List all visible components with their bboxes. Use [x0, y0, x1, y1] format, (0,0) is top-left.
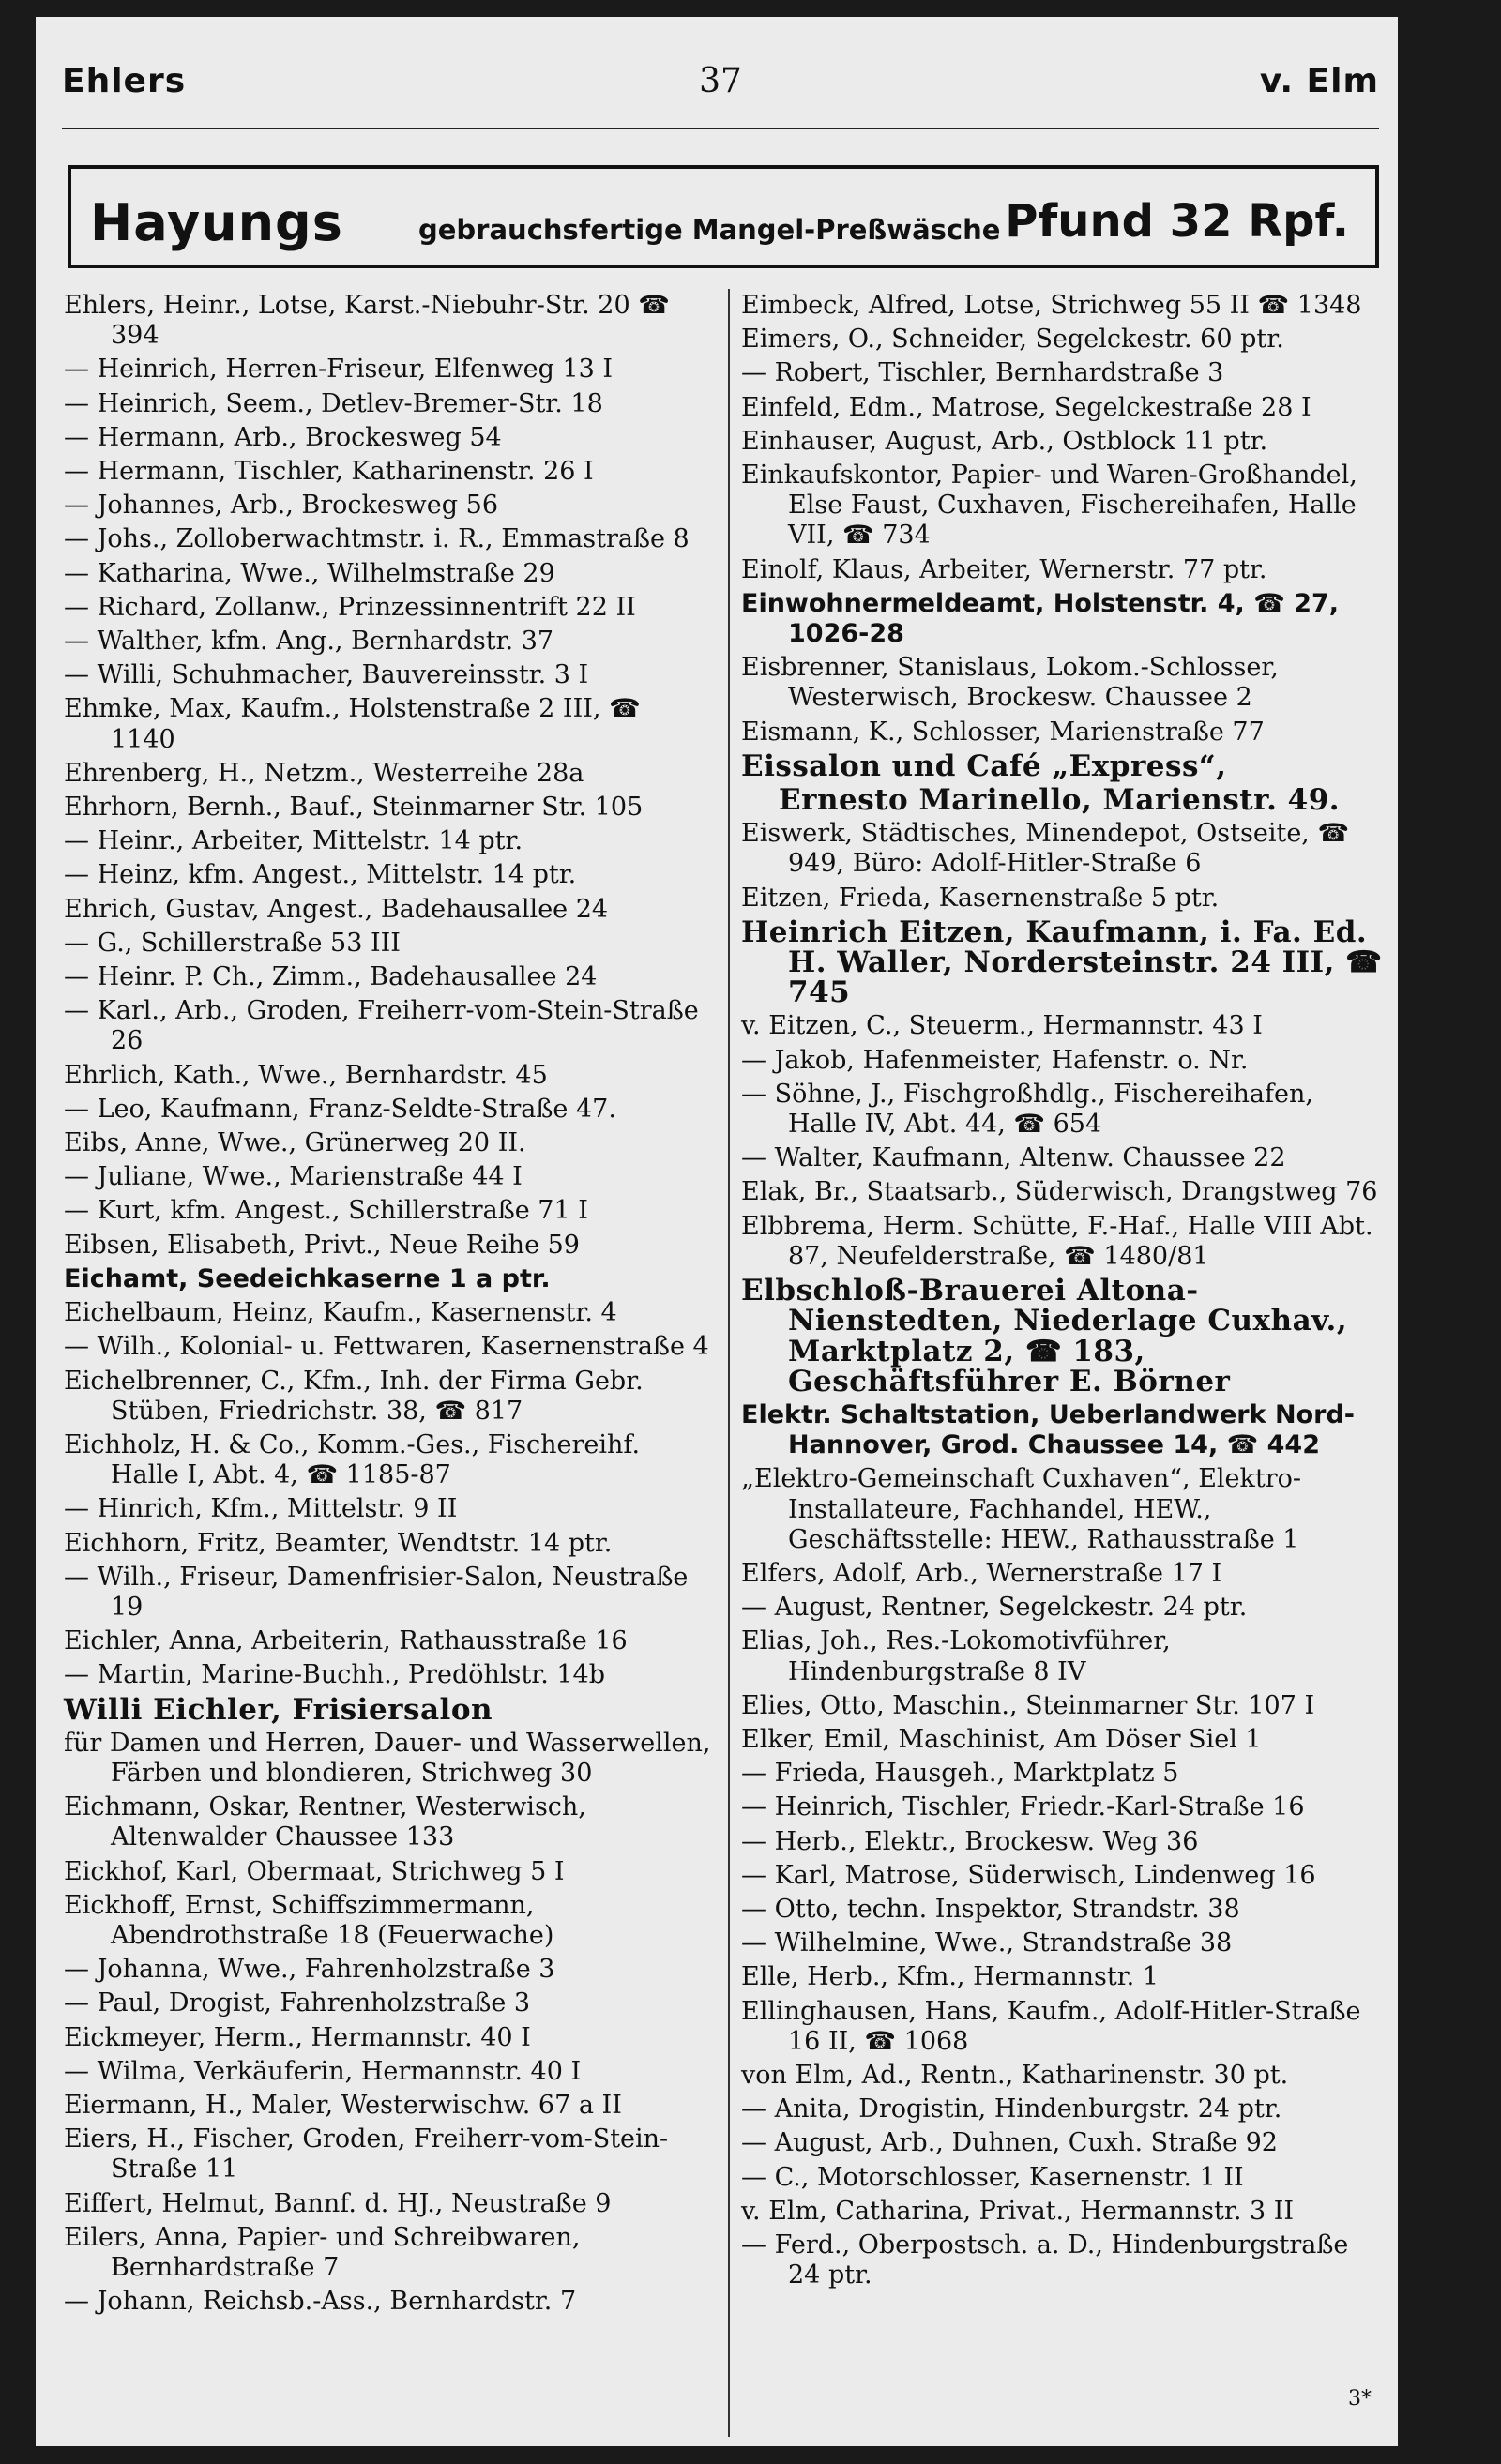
directory-entry: Eibsen, Elisabeth, Privt., Neue Reihe 59 [64, 1230, 580, 1260]
left-column [64, 291, 711, 2320]
directory-entry: Eichler, Anna, Arbeiterin, Rathausstraße 16 [64, 1626, 628, 1656]
directory-entry: — Willi, Schuhmacher, Bauvereinsstr. 3 I [64, 660, 589, 690]
directory-entry: — August, Rentner, Segelckestr. 24 ptr. [741, 1593, 1248, 1623]
directory-entry: — Johann, Reichsb.-Ass., Bernhardstr. 7 [64, 2287, 577, 2317]
directory-entry: Einhauser, August, Arb., Ostblock 11 ptr. [741, 426, 1268, 456]
directory-page [36, 17, 1398, 2446]
directory-entry: — Anita, Drogistin, Hindenburgstr. 24 ptr. [741, 2094, 1282, 2124]
directory-entry: — Hermann, Tischler, Katharinenstr. 26 I [64, 457, 594, 487]
directory-entry: Eiermann, H., Maler, Westerwischw. 67 a II [64, 2090, 622, 2120]
directory-entry: — C., Motorschlosser, Kasernenstr. 1 II [741, 2162, 1244, 2192]
directory-entry: Eisbrenner, Stanislaus, Lokom.-Schlosser, Westerwisch, Brockesw. Chaussee 2 [741, 653, 1279, 713]
directory-entry: — Heinrich, Tischler, Friedr.-Karl-Straße 16 [741, 1792, 1305, 1822]
directory-entry: — Katharina, Wwe., Wilhelmstraße 29 [64, 558, 555, 588]
directory-entry: — Frieda, Hausgeh., Marktplatz 5 [741, 1759, 1179, 1789]
directory-entry: Eichelbrenner, C., Kfm., Inh. der Firma Gebr. Stüben, Friedrichstr. 38, ☎ 817 [64, 1366, 644, 1426]
directory-entry: Ellinghausen, Hans, Kaufm., Adolf-Hitler-Straße 16 II, ☎ 1068 [741, 1996, 1361, 2056]
header-first-name: Ehlers [62, 62, 187, 100]
directory-entry: — Karl, Matrose, Süderwisch, Lindenweg 16 [741, 1860, 1316, 1890]
directory-entry: Elbbrema, Herm. Schütte, F.-Haf., Halle VIII Abt. 87, Neufelderstraße, ☎ 1480/81 [741, 1211, 1373, 1271]
directory-entry: von Elm, Ad., Rentn., Katharinenstr. 30 pt. [741, 2060, 1289, 2090]
directory-entry: für Damen und Herren, Dauer- und Wasserwellen, Färben und blondieren, Strichweg 30 [64, 1728, 711, 1788]
ad-text: gebrauchsfertige Mangel-Preßwäsche [418, 214, 1001, 246]
directory-entry: — Juliane, Wwe., Marienstraße 44 I [64, 1162, 523, 1192]
directory-entry: Eitzen, Frieda, Kasernenstraße 5 ptr. [741, 883, 1220, 913]
directory-entry: — Jakob, Hafenmeister, Hafenstr. o. Nr. [741, 1045, 1249, 1075]
directory-entry: — Paul, Drogist, Fahrenholzstraße 3 [64, 1988, 531, 2018]
directory-entry: Elak, Br., Staatsarb., Süderwisch, Drangstweg 76 [741, 1177, 1378, 1207]
directory-entry: — Söhne, J., Fischgroßhdlg., Fischereihafen, Halle IV, Abt. 44, ☎ 654 [741, 1079, 1313, 1140]
directory-entry: Eichelbaum, Heinz, Kaufm., Kasernenstr. 4 [64, 1298, 617, 1328]
directory-entry: Eimbeck, Alfred, Lotse, Strichweg 55 II ☎ 1348 [741, 291, 1362, 320]
directory-entry: — Wilhelmine, Wwe., Strandstraße 38 [741, 1928, 1233, 1958]
page-number: 37 [699, 62, 742, 100]
directory-entry: Eismann, K., Schlosser, Marienstraße 77 [741, 717, 1265, 747]
directory-entry: Ehrlich, Kath., Wwe., Bernhardstr. 45 [64, 1060, 548, 1090]
header-rule [62, 128, 1379, 129]
directory-entry: — Richard, Zollanw., Prinzessinnentrift 22 II [64, 592, 636, 622]
directory-entry: Elle, Herb., Kfm., Hermannstr. 1 [741, 1962, 1159, 1992]
column-divider [728, 289, 730, 2437]
ad-brand: Hayungs [90, 193, 343, 252]
directory-entry: Ehlers, Heinr., Lotse, Karst.-Niebuhr-Str. 20 ☎ 394 [64, 291, 670, 351]
directory-entry: — Karl., Arb., Groden, Freiherr-vom-Stein-Straße 26 [64, 996, 699, 1056]
directory-entry: v. Elm, Catharina, Privat., Hermannstr. 3 II [741, 2196, 1295, 2226]
directory-entry: Einfeld, Edm., Matrose, Segelckestraße 28 I [741, 392, 1311, 422]
page-header [62, 62, 1379, 118]
directory-entry: — Wilh., Friseur, Damenfrisier-Salon, Neustraße 19 [64, 1562, 689, 1622]
directory-entry: Willi Eichler, Frisiersalon [64, 1692, 493, 1727]
directory-entry: — Robert, Tischler, Bernhardstraße 3 [741, 358, 1224, 388]
directory-entry: — Wilma, Verkäuferin, Hermannstr. 40 I [64, 2056, 582, 2086]
directory-entry: Eichmann, Oskar, Rentner, Westerwisch, Altenwalder Chaussee 133 [64, 1792, 586, 1852]
directory-entry: — G., Schillerstraße 53 III [64, 928, 401, 958]
directory-entry: Elfers, Adolf, Arb., Wernerstraße 17 I [741, 1558, 1222, 1588]
directory-entry: Elbschloß-Brauerei Altona-Nienstedten, Niederlage Cuxhav., Marktplatz 2, ☎ 183, Geschäftsführer E. Börner [741, 1274, 1348, 1398]
directory-entry: — Heinr., Arbeiter, Mittelstr. 14 ptr. [64, 826, 523, 856]
directory-entry: Eibs, Anne, Wwe., Grünerweg 20 II. [64, 1128, 526, 1158]
header-last-name: v. Elm [1259, 62, 1379, 100]
directory-entry: Eimers, O., Schneider, Segelckestr. 60 ptr. [741, 325, 1284, 355]
directory-entry: — Heinz, kfm. Angest., Mittelstr. 14 ptr. [64, 860, 577, 890]
directory-entry: — Johannes, Arb., Brockesweg 56 [64, 491, 498, 521]
directory-entry: Einwohnermeldeamt, Holstenstr. 4, ☎ 27, 1026-28 [741, 588, 1340, 649]
right-column [741, 291, 1388, 2294]
directory-entry: Eickmeyer, Herm., Hermannstr. 40 I [64, 2022, 531, 2052]
directory-entry: — Wilh., Kolonial- u. Fettwaren, Kasernenstraße 4 [64, 1332, 709, 1362]
directory-entry: v. Eitzen, C., Steuerm., Hermannstr. 43 I [741, 1011, 1263, 1041]
directory-entry: Eichhorn, Fritz, Beamter, Wendtstr. 14 ptr. [64, 1528, 613, 1558]
directory-entry: — Kurt, kfm. Angest., Schillerstraße 71 I [64, 1196, 588, 1226]
directory-entry: — Ferd., Oberpostsch. a. D., Hindenburgstraße 24 ptr. [741, 2230, 1349, 2290]
directory-entry: — Hinrich, Kfm., Mittelstr. 9 II [64, 1494, 458, 1524]
directory-entry: Eiswerk, Städtisches, Minendepot, Ostseite, ☎ 949, Büro: Adolf-Hitler-Straße 6 [741, 819, 1350, 879]
directory-entry: „Elektro-Gemeinschaft Cuxhaven“, Elektro-Installateure, Fachhandel, HEW., Geschäftsstelle: HEW., Rathausstraße 1 [741, 1464, 1302, 1554]
directory-entry: — Martin, Marine-Buchh., Predöhlstr. 14b [64, 1660, 605, 1690]
directory-entry: — Johs., Zolloberwachtmstr. i. R., Emmastraße 8 [64, 524, 690, 554]
directory-entry: — Otto, techn. Inspektor, Strandstr. 38 [741, 1894, 1240, 1924]
directory-entry: — Hermann, Arb., Brockesweg 54 [64, 422, 502, 452]
directory-entry: Elektr. Schaltstation, Ueberlandwerk Nord-Hannover, Grod. Chaussee 14, ☎ 442 [741, 1399, 1355, 1460]
directory-entry: — Walter, Kaufmann, Altenw. Chaussee 22 [741, 1143, 1286, 1173]
directory-entry: Eissalon und Café „Express“, [741, 748, 1227, 783]
directory-entry: Eickhoff, Ernst, Schiffszimmermann, Abendrothstraße 18 (Feuerwache) [64, 1890, 554, 1950]
directory-entry: Eichholz, H. & Co., Komm.-Ges., Fischereihf. Halle I, Abt. 4, ☎ 1185-87 [64, 1429, 641, 1490]
directory-entry: Eiffert, Helmut, Bannf. d. HJ., Neustraße 9 [64, 2188, 612, 2218]
advertisement-box [68, 165, 1379, 268]
directory-entry: Eickhof, Karl, Obermaat, Strichweg 5 I [64, 1856, 565, 1886]
directory-entry: Heinrich Eitzen, Kaufmann, i. Fa. Ed. H. Waller, Nordersteinstr. 24 III, ☎ 745 [741, 915, 1383, 1010]
directory-entry: Eichamt, Seedeichkaserne 1 a ptr. [64, 1263, 551, 1293]
directory-entry: Ehrenberg, H., Netzm., Westerreihe 28a [64, 758, 584, 788]
directory-entry: Ehmke, Max, Kaufm., Holstenstraße 2 III, ☎ 1140 [64, 694, 641, 754]
directory-entry: Ernesto Marinello, Marienstr. 49. [779, 783, 1341, 818]
directory-entry: Eiers, H., Fischer, Groden, Freiherr-vom-Stein-Straße 11 [64, 2124, 669, 2184]
signature-mark: 3* [1348, 2387, 1372, 2411]
directory-entry: Elker, Emil, Maschinist, Am Döser Siel 1 [741, 1724, 1262, 1754]
directory-entry: — Leo, Kaufmann, Franz-Seldte-Straße 47. [64, 1094, 616, 1124]
directory-entry: Einkaufskontor, Papier- und Waren-Großhandel, Else Faust, Cuxhaven, Fischereihafen, Halle VII, ☎ 734 [741, 461, 1357, 551]
directory-entry: — Heinrich, Seem., Detlev-Bremer-Str. 18 [64, 388, 603, 418]
directory-entry: Ehrich, Gustav, Angest., Badehausallee 24 [64, 894, 609, 924]
directory-entry: Elies, Otto, Maschin., Steinmarner Str. 107 I [741, 1690, 1315, 1720]
directory-entry: Ehrhorn, Bernh., Bauf., Steinmarner Str. 105 [64, 793, 644, 823]
directory-entry: — Heinrich, Herren-Friseur, Elfenweg 13 I [64, 355, 614, 385]
directory-entry: — Heinr. P. Ch., Zimm., Badehausallee 24 [64, 962, 598, 992]
directory-entry: — Walther, kfm. Ang., Bernhardstr. 37 [64, 627, 554, 657]
directory-entry: Elias, Joh., Res.-Lokomotivführer, Hindenburgstraße 8 IV [741, 1626, 1171, 1686]
directory-entry: Eilers, Anna, Papier- und Schreibwaren, Bernhardstraße 7 [64, 2222, 581, 2282]
directory-entry: — August, Arb., Duhnen, Cuxh. Straße 92 [741, 2128, 1278, 2158]
directory-entry: Einolf, Klaus, Arbeiter, Wernerstr. 77 ptr. [741, 554, 1267, 584]
directory-entry: — Johanna, Wwe., Fahrenholzstraße 3 [64, 1955, 555, 1985]
ad-price: Pfund 32 Rpf. [1005, 195, 1349, 248]
directory-entry: — Herb., Elektr., Brockesw. Weg 36 [741, 1826, 1199, 1856]
